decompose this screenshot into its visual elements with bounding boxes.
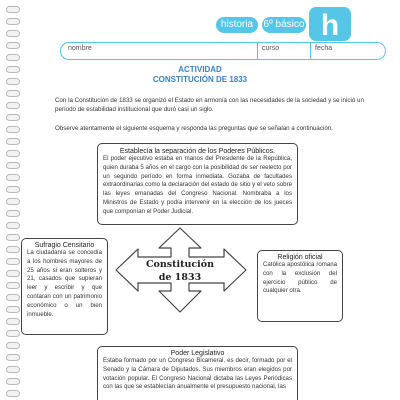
activity-title: ACTIVIDAD bbox=[178, 65, 222, 74]
box-body: Católica apostólica romana con la exclusión del ejercicio público de cualquier otra. bbox=[263, 261, 337, 295]
intro-paragraph: Con la Constitución de 1833 se organizó el Estado en armonía con las necesidades de la sociedad y se inició un período de estabilidad institucional que duró casi un siglo. bbox=[55, 97, 364, 113]
center-concept-label: Constitución de 1833 bbox=[145, 259, 215, 283]
name-field-label: nombre bbox=[68, 45, 92, 52]
center-concept bbox=[145, 258, 215, 298]
box-body: La ciudadanía se concedía a los hombres mayores de 25 años si eran solteros y 21, casados que supieran leer y escribir y que contaran con un patrimonio económico o un bien inmueble. bbox=[27, 249, 102, 318]
subject-badge: historia bbox=[216, 17, 258, 33]
instructions-paragraph: Observe atentamente el siguiente esquema y responda las preguntas que se señalan a continuación. bbox=[55, 125, 333, 132]
page-title: CONSTITUCIÓN DE 1833 bbox=[152, 75, 248, 84]
date-field-label: fecha bbox=[315, 45, 333, 52]
box-title: Religión oficial bbox=[277, 254, 323, 261]
box-title: Sufragio Censitario bbox=[34, 242, 95, 249]
box-title: Poder Legislativo bbox=[170, 350, 225, 357]
box-body: Estaba formado por un Congreso Bicameral, es decir, formado por el Senado y la Cámara de Diputados. Sus miembros eran elegidos por votación popular. El Congreso Nacional dictaba las Leyes Periódicas con las que se establecían anualmente el presupuesto nacional, las bbox=[103, 357, 292, 391]
separation-of-powers-box bbox=[97, 143, 298, 225]
box-body: El poder ejecutivo estaba en manos del Presidente de la República, quien duraba 5 años en el cargo con la posibilidad de ser reelecto por un segundo período en forma inmediata. Gozaba de facultades extraordinarias como la declaración del estado de sitio y el veto sobre las leyes emanadas del Congreso Nacional. Nombraba a los Ministros de Estado y podía intervenir en la elección de los jueces que componían el Poder Judicial. bbox=[103, 155, 292, 215]
censitary-suffrage-box bbox=[21, 238, 108, 335]
official-religion-box bbox=[257, 250, 343, 322]
logo-letter: h bbox=[320, 9, 340, 41]
legislative-power-box bbox=[97, 346, 298, 400]
grade-badge: 6º básico bbox=[262, 17, 306, 33]
course-field-label: curso bbox=[262, 45, 280, 52]
box-title: Establecía la separación de los Poderes Públicos. bbox=[119, 148, 276, 155]
